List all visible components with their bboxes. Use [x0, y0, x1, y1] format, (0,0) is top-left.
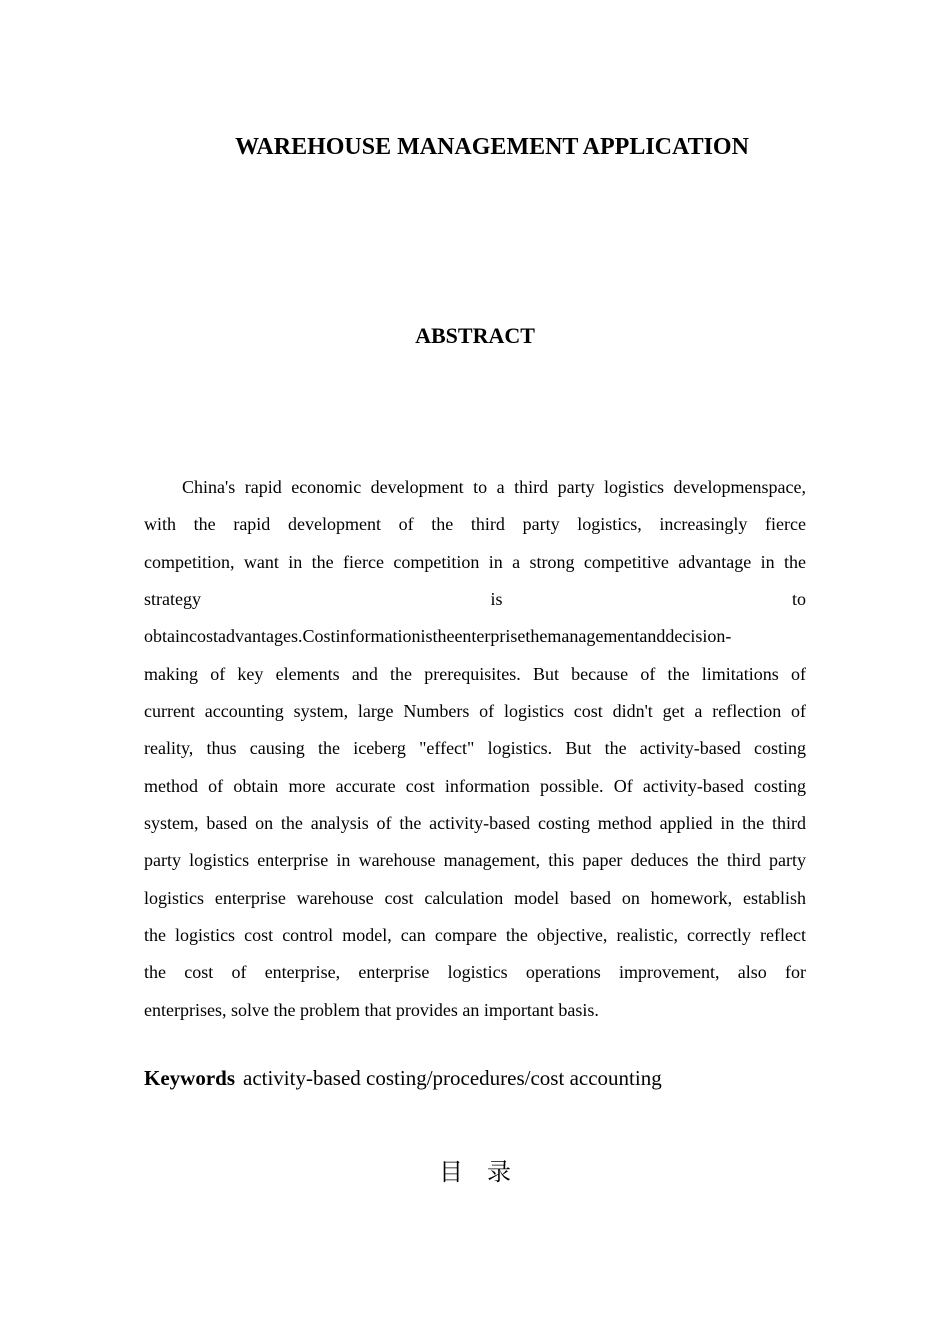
- abstract-line: party logistics enterprise in warehouse management, this paper deduces the third party: [144, 850, 806, 871]
- abstract-line: making of key elements and the prerequisites. But because of the limitations of: [144, 663, 806, 684]
- abstract-line: method of obtain more accurate cost information possible. Of activity-based costing: [144, 775, 806, 796]
- abstract-line: the cost of enterprise, enterprise logistics operations improvement, also for: [144, 962, 806, 983]
- toc-heading: 目录: [439, 1158, 535, 1186]
- abstract-line: current accounting system, large Numbers of logistics cost didn't get a reflection of: [144, 701, 806, 722]
- abstract-line: competition, want in the fierce competition in a strong competitive advantage in the: [144, 551, 806, 572]
- abstract-line: reality, thus causing the iceberg "effect" logistics. But the activity-based costing: [144, 738, 806, 759]
- abstract-line: logistics enterprise warehouse cost calculation model based on homework, establish: [144, 887, 806, 908]
- abstract-line: the logistics cost control model, can compare the objective, realistic, correctly reflect: [144, 925, 806, 946]
- abstract-heading: ABSTRACT: [415, 323, 535, 348]
- keywords: [144, 1066, 662, 1091]
- abstract-line: China's rapid economic development to a third party logistics developmenspace,: [182, 477, 806, 497]
- keywords-label: Keywords: [144, 1066, 235, 1090]
- abstract-line: system, based on the analysis of the activity-based costing method applied in the third: [144, 813, 806, 834]
- abstract-body: [144, 469, 806, 1029]
- abstract-line: strategy is to: [144, 589, 806, 610]
- abstract-line: enterprises, solve the problem that provides an important basis.: [144, 999, 599, 1020]
- abstract-line: with the rapid development of the third party logistics, increasingly fierce: [144, 514, 806, 535]
- keywords-value: activity-based costing/procedures/cost accounting: [243, 1066, 662, 1090]
- abstract-line: obtaincostadvantages.Costinformationistheenterprisethemanagementanddecision-: [144, 626, 732, 647]
- document-title: WAREHOUSE MANAGEMENT APPLICATION: [235, 134, 749, 160]
